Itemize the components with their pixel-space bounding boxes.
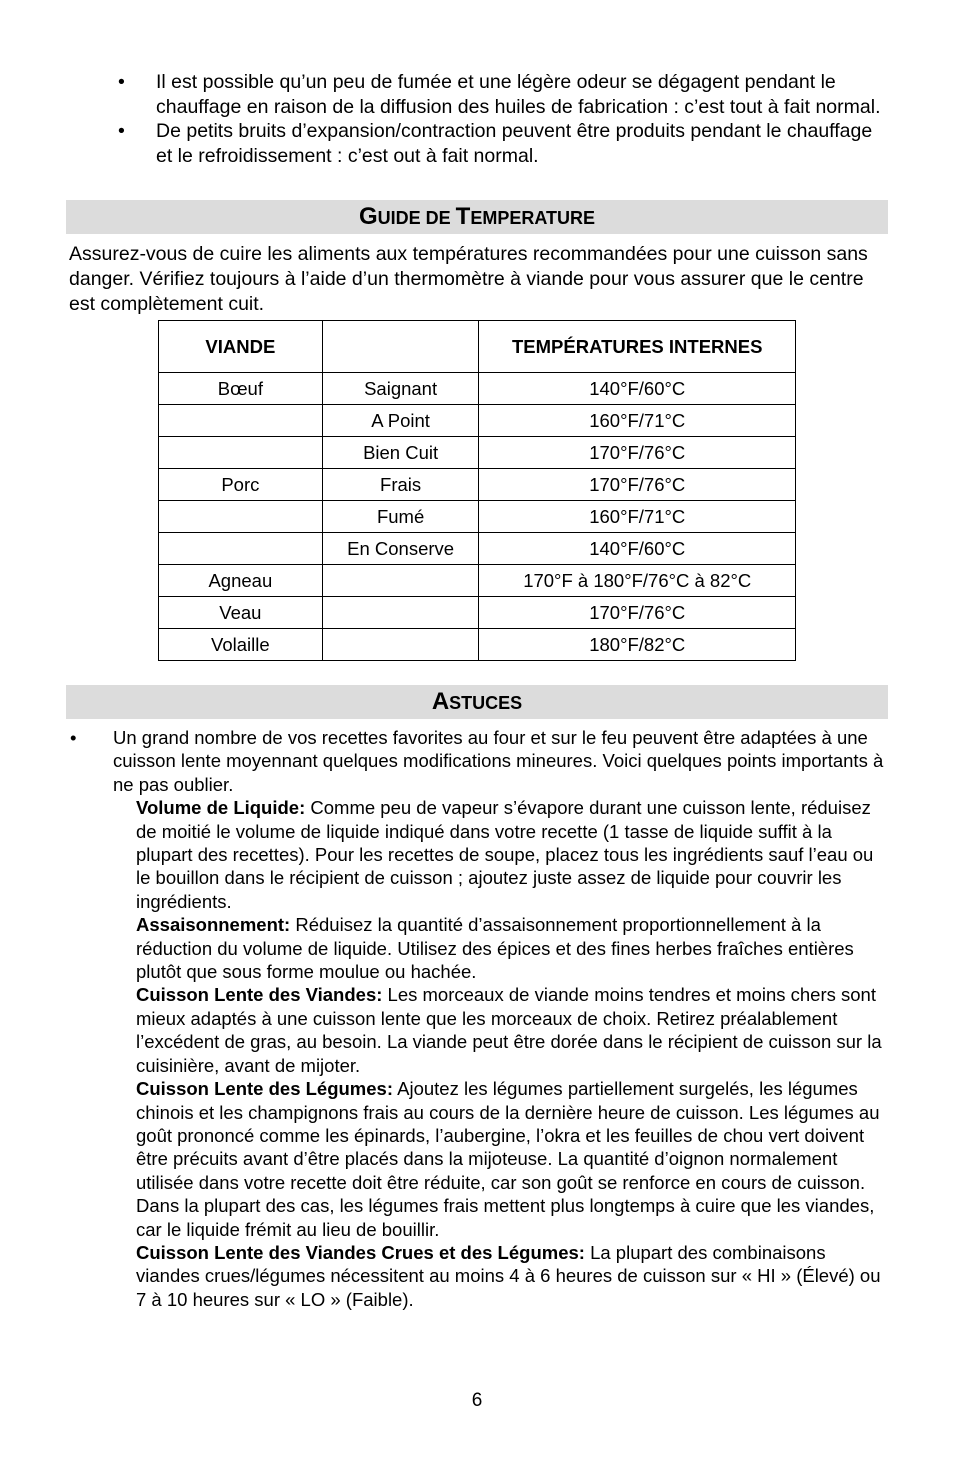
table-row [159,565,796,597]
table-row [159,373,796,405]
cell-meat: Bœuf [159,373,323,405]
cell-meat: Agneau [159,565,323,597]
cell-meat [159,405,323,437]
tip-item [136,796,886,913]
bullet-dot: • [70,727,77,748]
cell-doneness: Bien Cuit [322,437,479,469]
cell-meat [159,533,323,565]
cell-temperature: 180°F/82°C [479,629,796,661]
temperature-table [158,320,796,661]
tip-label: Cuisson Lente des Légumes: [136,1078,393,1100]
table-row [159,597,796,629]
table-row [159,405,796,437]
table-row [159,501,796,533]
bullet-text: Un grand nombre de vos recettes favorites au four et sur le feu peuvent être adaptées à une cuisson lente moyennant quelques modifications mineures. Voici quelques points importants à ne pas oublier. [113,727,884,795]
tip-label: Assaisonnement: [136,914,291,936]
cell-temperature: 140°F/60°C [479,533,796,565]
cell-doneness [322,565,479,597]
page-number: 6 [471,1390,483,1411]
cell-doneness [322,597,479,629]
cell-temperature: 170°F/76°C [479,597,796,629]
tip-item [136,983,886,1077]
cell-meat: Volaille [159,629,323,661]
cell-doneness: Saignant [322,373,479,405]
bullet-text: Il est possible qu’un peu de fumée et une légère odeur se dégagent pendant le chauffage en raison de la diffusion des huiles de fabrication : c’est tout à fait normal. [156,71,881,118]
heading-initial: G [358,203,378,230]
table-row [159,437,796,469]
tip-label: Volume de Liquide: [136,797,306,819]
bullet-item [118,70,888,119]
cell-meat: Porc [159,469,323,501]
table-row [159,533,796,565]
bullet-dot: • [118,120,125,143]
cell-temperature: 160°F/71°C [479,501,796,533]
guide-section-heading [66,200,888,234]
cell-meat [159,437,323,469]
cell-temperature: 140°F/60°C [479,373,796,405]
header-temperatures: TEMPÉRATURES INTERNES [479,321,796,373]
table-row [159,469,796,501]
cell-doneness: A Point [322,405,479,437]
cell-temperature: 170°F/76°C [479,469,796,501]
header-cut [322,321,479,373]
table-header-row [159,321,796,373]
heading-initial: T [455,203,471,230]
heading-text: UIDE DE [377,208,456,228]
bullet-item [118,119,888,168]
cell-doneness: En Conserve [322,533,479,565]
tip-text: Réduisez la quantité d’assaisonnement proportionnellement à la réduction du volume de liquide. Utilisez des épices et des fines herbes fraîches entières plutôt que sous forme moulue ou hachée. [136,914,854,983]
heading-initial: A [431,688,450,715]
cell-meat [159,501,323,533]
tip-item [136,913,886,983]
tip-text: La plupart des combinaisons viandes crues/légumes nécessitent au moins 4 à 6 heures de cuisson sur « HI » (Élevé) ou 7 à 10 heures sur « LO » (Faible). [136,1241,881,1310]
tip-label: Cuisson Lente des Viandes: [136,984,383,1006]
tip-item [136,1077,886,1241]
tip-item [136,1241,886,1311]
tip-text: Ajoutez les légumes partiellement surgelés, les légumes chinois et les champignons frais au cours de la dernière heure de cuisson. Les légumes au goût prononcé comme les épinards, l’aubergine, l’okra et les feuilles de chou vert doivent être précuits avant d’être placés dans la mijoteuse. La quantité d’oignon normalement utilisée dans votre recette doit être réduite, car son goût se renforce en cours de cuisson. Dans la plupart des cas, les légumes frais mettent plus longtemps à cuire que les viandes, car le liquide frémit au lieu de bouillir. [136,1078,880,1240]
bullet-dot: • [118,71,125,93]
astuces-section-heading [66,685,888,719]
heading-text: STUCES [449,693,523,713]
astuces-bullet [70,726,890,796]
cell-temperature: 160°F/71°C [479,405,796,437]
table-row [159,629,796,661]
cell-meat: Veau [159,597,323,629]
cell-temperature: 170°F à 180°F/76°C à 82°C [479,565,796,597]
tip-label: Cuisson Lente des Viandes Crues et des Légumes: [136,1241,585,1263]
cell-temperature: 170°F/76°C [479,437,796,469]
heading-text: EMPERATURE [470,208,596,228]
astuces-content [70,726,890,1311]
cell-doneness: Fumé [322,501,479,533]
tips-list [136,796,886,1311]
tip-text: Comme peu de vapeur s’évapore durant une cuisson lente, réduisez de moitié le volume de liquide indiqué dans votre recette (1 tasse de liquide suffit à la plupart des recettes). Pour les recettes de soupe, placez tous les ingrédients sauf l’eau ou le bouillon dans le récipient de cuisson ; ajoutez juste assez de liquide pour couvrir les ingrédients. [136,797,874,912]
header-viande: VIANDE [159,321,323,373]
tip-text: Les morceaux de viande moins tendres et moins chers sont mieux adaptés à une cuisson lente que les morceaux de choix. Retirez préalablement l’excédent de gras, au besoin. La viande peut être dorée dans le récipient de cuisson sur la cuisinière, avant de mijoter. [136,984,882,1076]
guide-intro-paragraph: Assurez-vous de cuire les aliments aux températures recommandées pour une cuisson sans danger. Vérifiez toujours à l’aide d’un thermomètre à viande pour vous assurer que le centre est complètement cuit. [69,243,868,315]
cell-doneness: Frais [322,469,479,501]
cell-doneness [322,629,479,661]
top-bullet-list [118,70,888,168]
bullet-text: De petits bruits d’expansion/contraction peuvent être produits pendant le chauffage et le refroidissement : c’est out à fait normal. [156,120,873,167]
